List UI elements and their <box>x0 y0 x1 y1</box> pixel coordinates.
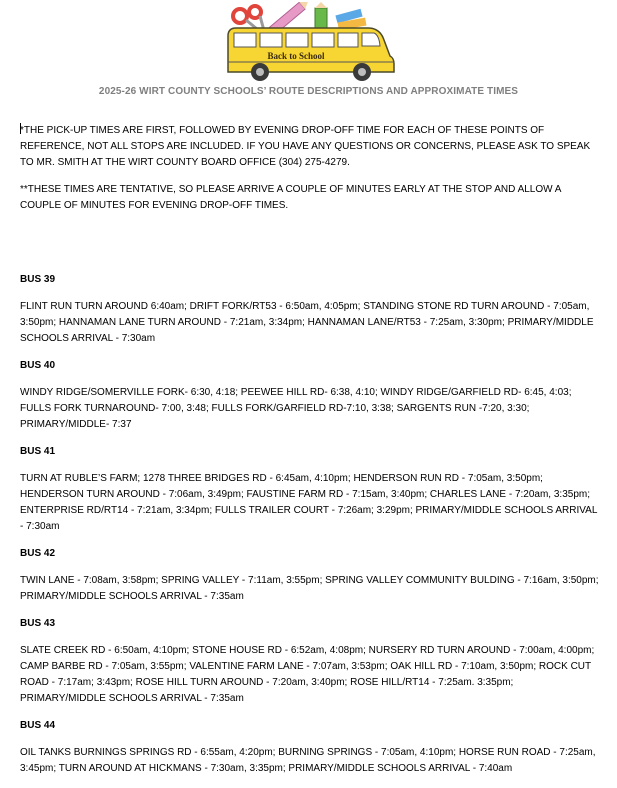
note-pickup-text: *THE PICK-UP TIMES ARE FIRST, FOLLOWED BY EVENING DROP-OFF TIME FOR EACH OF THESE POINTS OF REFERENCE, NOT ALL STOPS ARE INCLUDED. IF YOU HAVE ANY QUESTIONS OR CONCERNS, PLEASE ASK TO SPEAK TO MR. SMITH AT THE WIRT COUNTY BOARD OFFICE (304) 275-4279. <box>20 125 591 168</box>
bus-heading: BUS 42 <box>20 548 56 559</box>
bus-route: WINDY RIDGE/SOMERVILLE FORK- 6:30, 4:18; PEEWEE HILL RD- 6:38, 4:10; WINDY RIDGE/GARFIELD RD- 6:45, 4:03; FULLS FORK TURNAROUND- 7:00, 3:48; FULLS FORK/GARFIELD RD-7:10, 3:38; SARGENTS RUN -7:20, 3:30; PRIMARY/MIDDLE- 7:37 <box>20 387 572 430</box>
logo-text: Back to School <box>267 51 325 61</box>
bus-route: TURN AT RUBLE’S FARM; 1278 THREE BRIDGES RD - 6:45am, 4:10pm; HENDERSON RUN RD - 7:05am, 3:50pm; HENDERSON TURN AROUND - 7:06am, 3:49pm; FAUSTINE FARM RD - 7:15am, 3:40pm; CHARLES LANE - 7:20am, 3:35pm; ENTERPRISE RD/RT14 - 7:21am, 3:34pm; FULLS TRAILER COURT - 7:26am; 3:29pm; PRIMARY/MIDDLE SCHOOLS ARRIVAL - 7:30am <box>20 473 598 532</box>
bus-43-section <box>20 616 600 707</box>
bus-41-section <box>20 444 600 535</box>
bus-39-section <box>20 272 600 347</box>
bus-42-section <box>20 546 600 605</box>
bus-route: FLINT RUN TURN AROUND 6:40am; DRIFT FORK/RT53 - 6:50am, 4:05pm; STANDING STONE RD TURN AROUND - 7:05am, 3:50pm; HANNAMAN LANE TURN AROUND - 7:21am, 3:34pm; HANNAMAN LANE/RT53 - 7:25am, 3:30pm; PRIMARY/MIDDLE SCHOOLS ARRIVAL - 7:30am <box>20 301 594 344</box>
page-title: 2025-26 WIRT COUNTY SCHOOLS’ ROUTE DESCRIPTIONS AND APPROXIMATE TIMES <box>98 86 519 97</box>
bus-heading: BUS 41 <box>20 446 56 457</box>
bus-heading: BUS 43 <box>20 618 56 629</box>
bus-heading: BUS 39 <box>20 274 56 285</box>
bus-heading: BUS 44 <box>20 720 56 731</box>
note-pickup-times <box>20 123 600 171</box>
bus-heading: BUS 40 <box>20 360 56 371</box>
bus-route: SLATE CREEK RD - 6:50am, 4:10pm; STONE HOUSE RD - 6:52am, 4:08pm; NURSERY RD TURN AROUND - 7:00am, 4:00pm; CAMP BARBE RD - 7:05am, 3:55pm; VALENTINE FARM LANE - 7:07am, 3:53pm; OAK HILL RD - 7:10am, 3:50pm; ROCK CUT ROAD - 7:17am; 3:43pm; ROSE HILL TURN AROUND - 7:20am, 3:40pm; ROSE HILL/RT14 - 7:25am. 3:35pm; PRIMARY/MIDDLE SCHOOLS ARRIVAL - 7:35am <box>20 645 595 704</box>
bus-route: TWIN LANE - 7:08am, 3:58pm; SPRING VALLEY - 7:11am, 3:55pm; SPRING VALLEY COMMUNITY BULDING - 7:16am, 3:50pm; PRIMARY/MIDDLE SCHOOLS ARRIVAL - 7:35am <box>20 575 599 602</box>
books-icon <box>335 9 366 31</box>
bus-44-section <box>20 718 600 777</box>
document-body <box>20 123 600 788</box>
bus-40-section <box>20 358 600 433</box>
back-to-school-bus-logo <box>222 2 404 84</box>
note-tentative-times: **THESE TIMES ARE TENTATIVE, SO PLEASE ARRIVE A COUPLE OF MINUTES EARLY AT THE STOP AND ALLOW A COUPLE OF MINUTES FOR EVENING DROP-OFF TIMES. <box>20 184 561 211</box>
bus-route: OIL TANKS BURNINGS SPRINGS RD - 6:55am, 4:20pm; BURNING SPRINGS - 7:05am, 4:10pm; HORSE RUN ROAD - 7:25am, 3:45pm; TURN AROUND AT HICKMANS - 7:30am, 3:35pm; PRIMARY/MIDDLE SCHOOLS ARRIVAL - 7:40am <box>20 747 596 774</box>
